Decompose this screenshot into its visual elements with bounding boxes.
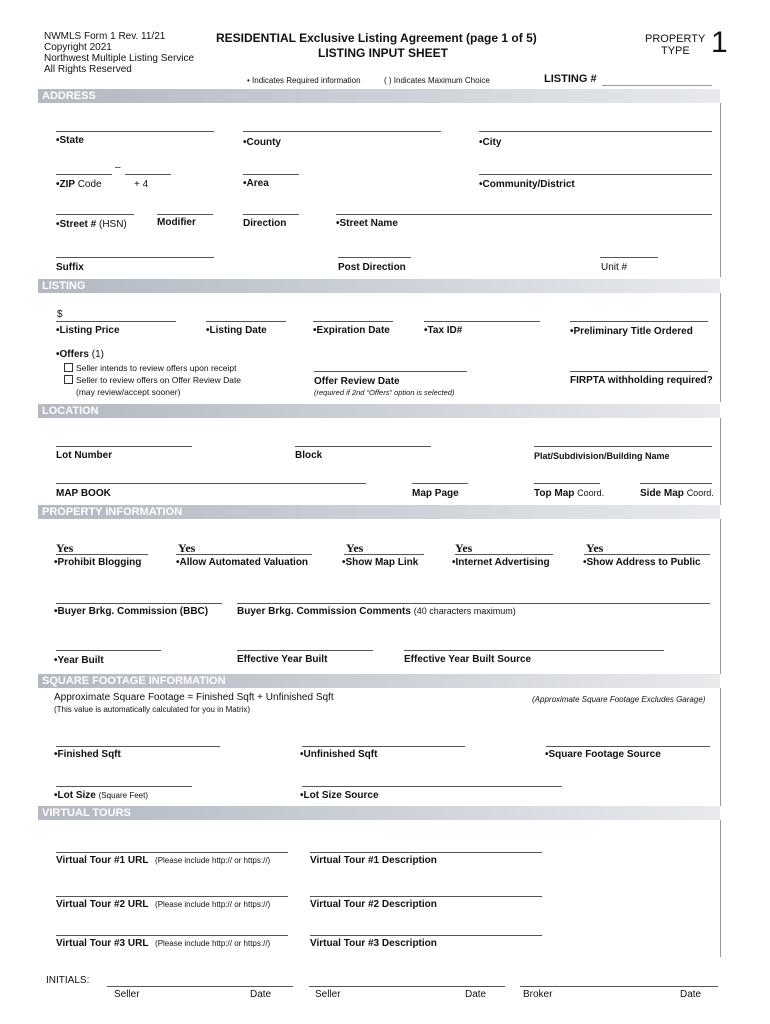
plat-field[interactable] <box>534 446 712 447</box>
direction-field[interactable] <box>243 214 299 215</box>
lot-size-source-label: • Lot Size Source <box>300 790 379 801</box>
zip-plus4-field[interactable] <box>125 174 171 175</box>
seller-2-date-label: Date <box>465 989 487 1000</box>
community-field[interactable] <box>479 174 712 175</box>
expiration-date-field[interactable] <box>313 321 393 322</box>
listing-price-field[interactable] <box>56 321 176 322</box>
eff-year-field[interactable] <box>237 650 373 651</box>
modifier-label: Modifier <box>157 217 196 228</box>
section-border <box>720 519 721 674</box>
show-map-value: Yes <box>346 541 364 555</box>
show-map-label: • Show Map Link <box>342 557 418 568</box>
section-location: LOCATION <box>38 404 720 418</box>
city-label: • City <box>479 137 501 148</box>
tour-2-desc-field[interactable] <box>310 896 542 897</box>
allow-avm-field[interactable] <box>176 554 312 555</box>
copyright: Copyright 2021 <box>44 42 112 53</box>
tour-2-desc-label: Virtual Tour #2 Description <box>310 899 437 910</box>
zip-label: • ZIP Code <box>56 179 102 190</box>
street-name-field[interactable] <box>336 214 712 215</box>
section-border <box>720 293 721 402</box>
tax-id-field[interactable] <box>424 321 540 322</box>
section-virtual-tours: VIRTUAL TOURS <box>38 806 720 820</box>
org-name: Northwest Multiple Listing Service <box>44 53 195 64</box>
checkbox-icon <box>64 363 73 372</box>
checkbox-icon <box>64 375 73 384</box>
show-address-label: • Show Address to Public <box>583 557 701 568</box>
listing-number-field[interactable] <box>602 85 712 86</box>
suffix-field[interactable] <box>56 257 214 258</box>
section-border <box>720 103 721 277</box>
top-map-field[interactable] <box>534 483 600 484</box>
prohibit-blogging-value: Yes <box>56 541 74 555</box>
plat-label: Plat/Subdivision/Building Name <box>534 451 670 461</box>
bbc-label: • Buyer Brkg. Commission (BBC) <box>54 606 208 617</box>
section-sqft: SQUARE FOOTAGE INFORMATION <box>38 674 720 688</box>
map-page-field[interactable] <box>412 483 468 484</box>
prohibit-blogging-label: • Prohibit Blogging <box>54 557 141 568</box>
listing-price-label: • Listing Price <box>56 325 120 336</box>
unit-label: Unit # <box>601 262 628 273</box>
map-book-label: MAP BOOK <box>56 488 111 499</box>
area-label: • Area <box>243 178 269 189</box>
section-border <box>720 418 721 505</box>
offer-option-2[interactable]: Seller to review offers on Offer Review Date <box>64 375 241 385</box>
direction-label: Direction <box>243 218 287 229</box>
tour-3-url-field[interactable] <box>56 935 288 936</box>
seller-2-label: Seller <box>315 989 341 1000</box>
side-map-field[interactable] <box>640 483 712 484</box>
lot-size-field[interactable] <box>56 786 192 787</box>
city-field[interactable] <box>479 131 712 132</box>
year-built-label: • Year Built <box>54 655 104 666</box>
excludes-garage-note: (Approximate Square Footage Excludes Garage) <box>532 695 706 704</box>
unfinished-sqft-label: • Unfinished Sqft <box>300 749 377 760</box>
seller-1-date-label: Date <box>250 989 272 1000</box>
finished-sqft-field[interactable] <box>56 746 220 747</box>
required-note: • Indicates Required information <box>247 76 361 85</box>
show-address-field[interactable] <box>584 554 710 555</box>
tour-1-desc-field[interactable] <box>310 852 542 853</box>
bbc-field[interactable] <box>56 603 222 604</box>
zip-dash: – <box>115 162 121 173</box>
form-id: NWMLS Form 1 Rev. 11/21 <box>44 31 166 42</box>
zip-field[interactable] <box>56 174 112 175</box>
show-map-field[interactable] <box>344 554 424 555</box>
eff-year-source-label: Effective Year Built Source <box>404 654 532 665</box>
street-number-label: • Street # (HSN) <box>56 219 127 230</box>
side-map-label: Side Map Coord. <box>640 488 714 499</box>
tour-1-desc-label: Virtual Tour #1 Description <box>310 855 437 866</box>
tour-3-desc-field[interactable] <box>310 935 542 936</box>
allow-avm-value: Yes <box>178 541 196 555</box>
section-listing: LISTING <box>38 279 720 293</box>
street-number-field[interactable] <box>56 214 134 215</box>
seller-1-initials-field[interactable] <box>107 986 293 987</box>
broker-label: Broker <box>523 989 553 1000</box>
section-property-info: PROPERTY INFORMATION <box>38 505 720 519</box>
expiration-date-label: • Expiration Date <box>313 325 390 336</box>
internet-adv-label: • Internet Advertising <box>452 557 550 568</box>
page-title: RESIDENTIAL Exclusive Listing Agreement (page 1 of 5) <box>216 31 537 45</box>
eff-year-source-field[interactable] <box>404 650 664 651</box>
unfinished-sqft-field[interactable] <box>302 746 465 747</box>
finished-sqft-label: • Finished Sqft <box>54 749 121 760</box>
max-choice-note: ( ) Indicates Maximum Choice <box>384 76 490 85</box>
tour-1-url-field[interactable] <box>56 852 288 853</box>
map-page-label: Map Page <box>412 488 459 499</box>
lot-number-label: Lot Number <box>56 450 113 461</box>
bbc-comments-label: Buyer Brkg. Commission Comments (40 characters maximum) <box>237 606 516 617</box>
firpta-field[interactable] <box>570 371 708 372</box>
internet-adv-field[interactable] <box>455 554 553 555</box>
post-direction-label: Post Direction <box>338 262 406 273</box>
page-subtitle: LISTING INPUT SHEET <box>318 46 449 60</box>
listing-number-label: LISTING # <box>544 73 597 85</box>
offers-label: • Offers (1) <box>56 349 104 360</box>
sqft-formula: Approximate Square Footage = Finished Sqft + Unfinished Sqft <box>54 692 334 703</box>
bbc-comments-field[interactable] <box>237 603 710 604</box>
area-field[interactable] <box>243 174 299 175</box>
state-field[interactable] <box>56 131 214 132</box>
seller-1-label: Seller <box>114 989 140 1000</box>
plus4-label: + 4 <box>134 179 149 190</box>
prelim-title-field[interactable] <box>570 321 708 322</box>
property-type-label-2: TYPE <box>661 45 690 57</box>
block-field[interactable] <box>295 446 431 447</box>
show-address-value: Yes <box>586 541 604 555</box>
suffix-label: Suffix <box>56 262 84 273</box>
offer-option-2-note: (may review/accept sooner) <box>76 387 181 397</box>
seller-2-initials-field[interactable] <box>309 986 505 987</box>
year-built-field[interactable] <box>56 650 161 651</box>
allow-avm-label: • Allow Automated Valuation <box>176 557 308 568</box>
offer-option-1[interactable]: Seller intends to review offers upon receipt <box>64 363 237 373</box>
modifier-field[interactable] <box>157 214 213 215</box>
section-border <box>720 688 721 806</box>
unit-field[interactable] <box>600 257 658 258</box>
offer-review-date-label: Offer Review Date <box>314 376 400 387</box>
county-label: • County <box>243 137 281 148</box>
initials-label: INITIALS: <box>46 975 90 986</box>
tour-2-url-label: Virtual Tour #2 URL (Please include http:// or https://) <box>56 899 271 910</box>
tour-3-url-label: Virtual Tour #3 URL (Please include http:// or https://) <box>56 938 271 949</box>
dollar-sign: $ <box>57 309 63 320</box>
county-field[interactable] <box>243 131 441 132</box>
listing-date-field[interactable] <box>206 321 286 322</box>
broker-date-label: Date <box>680 989 702 1000</box>
eff-year-label: Effective Year Built <box>237 654 328 665</box>
firpta-label: FIRPTA withholding required? <box>570 375 713 386</box>
offer-review-date-field[interactable] <box>314 371 467 372</box>
offer-review-note: (required if 2nd “Offers” option is selected) <box>314 388 455 397</box>
tax-id-label: • Tax ID# <box>424 325 462 336</box>
rights: All Rights Reserved <box>44 64 132 75</box>
prelim-title-label: • Preliminary Title Ordered <box>570 326 693 337</box>
property-type-number: 1 <box>711 26 728 59</box>
section-border <box>720 820 721 957</box>
state-label: • State <box>56 135 84 146</box>
sqft-calc-note: (This value is automatically calculated for you in Matrix) <box>54 705 251 714</box>
tour-3-desc-label: Virtual Tour #3 Description <box>310 938 437 949</box>
prohibit-blogging-field[interactable] <box>56 554 148 555</box>
lot-size-label: • Lot Size (Square Feet) <box>54 790 148 801</box>
internet-adv-value: Yes <box>455 541 473 555</box>
section-address: ADDRESS <box>38 89 720 103</box>
tour-1-url-label: Virtual Tour #1 URL (Please include http:// or https://) <box>56 855 271 866</box>
property-type-label: PROPERTY <box>645 33 706 45</box>
sqft-source-label: • Square Footage Source <box>545 749 661 760</box>
tour-2-url-field[interactable] <box>56 896 288 897</box>
community-label: • Community/District <box>479 179 575 190</box>
lot-size-source-field[interactable] <box>302 786 562 787</box>
lot-number-field[interactable] <box>56 446 192 447</box>
top-map-label: Top Map Coord. <box>534 488 605 499</box>
broker-initials-field[interactable] <box>520 986 718 987</box>
street-name-label: • Street Name <box>336 218 398 229</box>
post-direction-field[interactable] <box>338 257 411 258</box>
block-label: Block <box>295 450 323 461</box>
sqft-source-field[interactable] <box>546 746 710 747</box>
map-book-field[interactable] <box>56 483 366 484</box>
listing-date-label: • Listing Date <box>206 325 267 336</box>
